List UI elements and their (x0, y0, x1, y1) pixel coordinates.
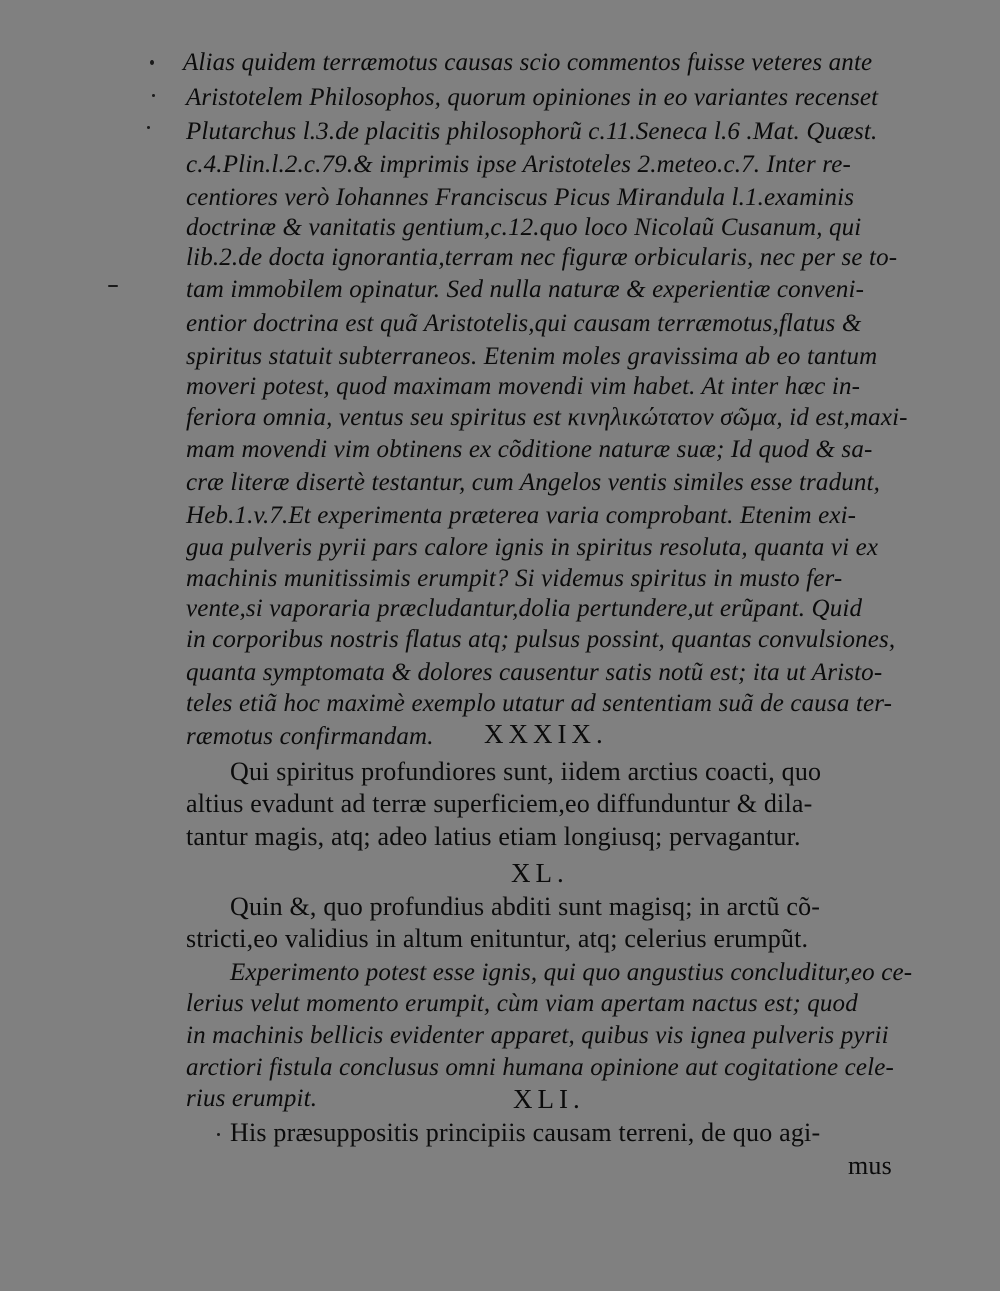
text-line: Heb.1.v.7.Et experimenta præterea varia comprobant. Etenim exi- (186, 502, 857, 529)
text-line: arctiori fistula conclusus omni humana opinione aut cogitatione cele- (186, 1054, 894, 1081)
margin-speck (108, 285, 118, 287)
section-heading: XLI. (513, 1084, 585, 1114)
text-line: Alias quidem terræmotus causas scio commentos fuisse veteres ante (183, 49, 873, 76)
text-line: tantur magis, atq; adeo latius etiam longiusq; pervagantur. (186, 822, 801, 851)
margin-speck (147, 126, 150, 129)
text-line: teles etiã hoc maximè exemplo utatur ad sententiam suã de causa ter- (186, 690, 893, 717)
margin-speck (217, 1133, 220, 1136)
text-line: Aristotelem Philosophos, quorum opiniones in eo variantes recenset (186, 84, 879, 111)
text-line: His præsuppositis principiis causam terreni, de quo agi- (230, 1118, 821, 1147)
text-line: feriora omnia, ventus seu spiritus est κινηλικώτατον σῶμα, id est,maxi- (186, 404, 908, 431)
text-line: stricti,eo validius in altum enituntur, atq; celerius erumpũt. (186, 924, 809, 953)
text-line: lerius velut momento erumpit, cùm viam apertam nactus est; quod (186, 990, 858, 1017)
text-line: cræ literæ disertè testantur, cum Angelos ventis similes esse tradunt, (186, 469, 881, 496)
margin-speck (152, 94, 155, 97)
text-line: lib.2.de docta ignorantia,terram nec figuræ orbicularis, nec per se to- (186, 244, 898, 271)
text-line: gua pulveris pyrii pars calore ignis in spiritus resoluta, quanta vi ex (186, 534, 879, 561)
text-line: moveri potest, quod maximam movendi vim habet. At inter hæc in- (186, 373, 861, 400)
section-heading: XXXIX. (484, 719, 608, 749)
text-line: doctrinæ & vanitatis gentium,c.12.quo loco Nicolaũ Cusanum, qui (186, 214, 862, 241)
text-line: Qui spiritus profundiores sunt, iidem arctius coacti, quo (230, 757, 822, 786)
section-heading: XL. (511, 858, 569, 888)
text-line: in machinis bellicis evidenter apparet, quibus vis ignea pulveris pyrii (186, 1022, 889, 1049)
catchword: mus (848, 1151, 892, 1180)
text-line: Quin &, quo profundius abditi sunt magisq; in arctũ cõ- (230, 892, 821, 921)
text-line: in corporibus nostris flatus atq; pulsus possint, quantas convulsiones, (186, 626, 896, 653)
text-line: centiores verò Iohannes Franciscus Picus Mirandula l.1.examinis (186, 184, 855, 211)
text-line: mam movendi vim obtinens ex cõditione naturæ suæ; Id quod & sa- (186, 436, 873, 463)
text-line: Experimento potest esse ignis, qui quo angustius concluditur,eo ce- (230, 959, 913, 986)
text-line: Plutarchus l.3.de placitis philosophorũ c.11.Seneca l.6 .Mat. Quæst. (186, 118, 878, 145)
margin-speck (150, 60, 154, 65)
text-line: quanta symptomata & dolores causentur satis notũ est; ita ut Aristo- (186, 659, 883, 686)
text-line: tam immobilem opinatur. Sed nulla naturæ & experientiæ conveni- (186, 276, 865, 303)
text-line: ræmotus confirmandam. (186, 723, 434, 750)
text-line: altius evadunt ad terræ superficiem,eo diffunduntur & dila- (186, 789, 813, 818)
text-line: vente,si vaporaria præcludantur,dolia pertundere,ut erũpant. Quid (186, 595, 863, 622)
text-line: c.4.Plin.l.2.c.79.& imprimis ipse Aristoteles 2.meteo.c.7. Inter re- (186, 151, 851, 178)
text-line: entior doctrina est quã Aristotelis,qui causam terræmotus,flatus & (186, 310, 862, 337)
text-line: rius erumpit. (186, 1085, 318, 1112)
text-line: spiritus statuit subterraneos. Etenim moles gravissima ab eo tantum (186, 343, 878, 370)
text-line: machinis munitissimis erumpit? Si videmus spiritus in musto fer- (186, 565, 843, 592)
